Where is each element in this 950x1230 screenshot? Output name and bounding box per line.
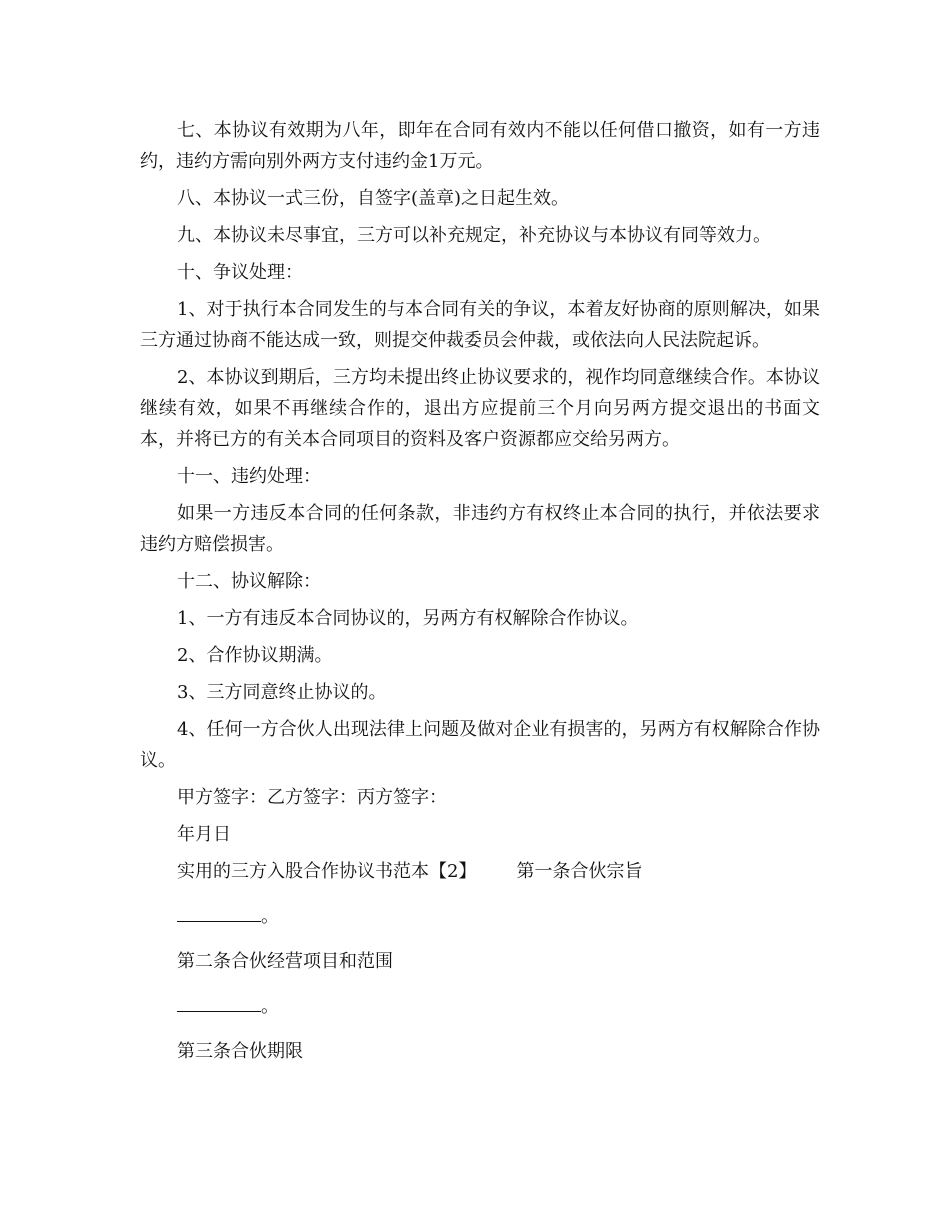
clause-12-heading: 十二、协议解除： <box>177 571 321 592</box>
date-line: 年月日 <box>177 824 231 845</box>
fill-in-blank <box>177 903 261 922</box>
clause-12-item-3: 3、三方同意终止协议的。 <box>177 682 387 703</box>
section-2-title: 实用的三方入股合作协议书范本【2】 <box>177 861 477 882</box>
clause-10-item-1: 1、对于执行本合同发生的与本合同有关的争议，本着友好协商的原则解决，如果三方通过协商不能达成一致，则提交仲裁委员会仲裁，或依法向人民法院起诉。 <box>140 299 820 351</box>
article-1-blank-line <box>140 901 820 932</box>
clause-10-item-2: 2、本协议到期后，三方均未提出终止协议要求的，视作均同意继续合作。本协议继续有效，如果不再继续合作的，退出方应提前三个月向另两方提交退出的书面文本，并将已方的有关本合同项目的资料及客户资源都应交给另两方。 <box>140 367 820 450</box>
section-2-heading-line <box>140 856 820 887</box>
article-2-blank-line <box>140 991 820 1022</box>
clause-12-item-4: 4、任何一方合伙人出现法律上问题及做对企业有损害的，另两方有权解除合作协议。 <box>140 719 820 771</box>
clause-12-item-2: 2、合作协议期满。 <box>177 645 333 666</box>
fill-in-blank <box>177 993 261 1012</box>
clause-11-heading: 十一、违约处理： <box>177 466 321 487</box>
article-1-title: 第一条合伙宗旨 <box>516 861 643 882</box>
clause-9: 九、本协议未尽事宜，三方可以补充规定，补充协议与本协议有同等效力。 <box>177 225 771 246</box>
blank-terminator: 。 <box>261 996 279 1017</box>
clause-8: 八、本协议一式三份，自签字(盖章)之日起生效。 <box>177 188 570 209</box>
clause-7: 七、本协议有效期为八年，即年在合同有效内不能以任何借口撤资，如有一方违约，违约方需向别外两方支付违约金1万元。 <box>140 120 820 172</box>
blank-terminator: 。 <box>261 906 279 927</box>
article-2-title: 第二条合伙经营项目和范围 <box>177 951 393 972</box>
document-body <box>140 115 820 1073</box>
clause-10-heading: 十、争议处理： <box>177 262 303 283</box>
article-3-title: 第三条合伙期限 <box>177 1041 303 1062</box>
clause-11-body: 如果一方违反本合同的任何条款，非违约方有权终止本合同的执行，并依法要求违约方赔偿损害。 <box>140 503 820 555</box>
signature-line: 甲方签字：乙方签字：丙方签字： <box>177 787 447 808</box>
clause-12-item-1: 1、一方有违反本合同协议的，另两方有权解除合作协议。 <box>177 608 639 629</box>
